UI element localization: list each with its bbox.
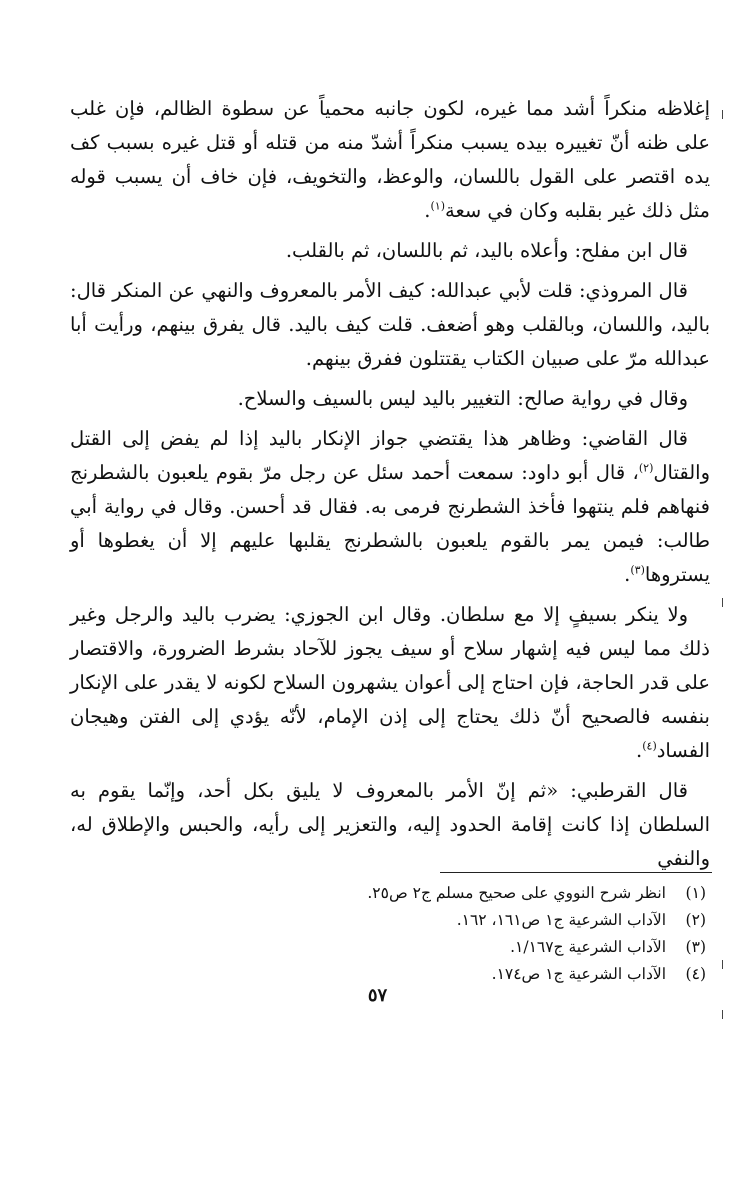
footnote-3: (٣)الآداب الشرعية ج١/١٦٧. [510,938,706,956]
paragraph-4: وقال في رواية صالح: التغيير باليد ليس بالسيف والسلاح. [237,387,688,410]
main-text [70,92,710,882]
footnote-ref-3[interactable]: (٣) [630,563,645,577]
footnote-ref-1[interactable]: (١) [430,199,445,213]
footnote-4: (٤)الآداب الشرعية ج١ ص١٧٤. [491,965,706,983]
footnote-divider [440,872,712,873]
paragraph-3: قال المروذي: قلت لأبي عبدالله: كيف الأمر بالمعروف والنهي عن المنكر قال: باليد، واللسان، وبالقلب وهو أضعف. قلت كيف باليد. قال يفرق بينهم، ورأيت أبا عبدالله مرّ على صبيان الكتاب يقتتلون ففرق بينهم. [70,279,710,370]
paragraph-2: قال ابن مفلح: وأعلاه باليد، ثم باللسان، ثم بالقلب. [285,239,688,262]
margin-mark [722,1010,723,1019]
margin-mark [722,110,723,119]
page-number: ٥٧ [367,985,388,1006]
paragraph-7: قال القرطبي: «ثم إنّ الأمر بالمعروف لا يليق بكل أحد، وإنّما يقوم به السلطان إذا كانت إقامة الحدود إليه، والتعزير إلى رأيه، والحبس والإطلاق له، والنفي [70,779,710,870]
footnote-2: (٢)الآداب الشرعية ج١ ص١٦١، ١٦٢. [456,911,706,929]
margin-mark [722,598,723,607]
footnote-ref-4[interactable]: (٤) [642,739,657,753]
footnotes [70,880,706,988]
paragraph-6: ولا ينكر بسيفٍ إلا مع سلطان. وقال ابن الجوزي: يضرب باليد والرجل وغير ذلك مما ليس فيه إشهار سلاح أو سيف يجوز للآحاد بشرط الضرورة، والاقتصار على قدر الحاجة، فإن احتاج إلى أعوان يشهرون السلاح لكونه لا يقدر على الإنكار بنفسه فالصحيح أنّ ذلك يحتاج إلى إذن الإمام، لأنّه يؤدي إلى الفتن وهيجان الفساد$^{(٤)}$. [70,603,710,762]
footnote-1: (١)انظر شرح النووي على صحيح مسلم ج٢ ص٢٥. [367,884,706,902]
margin-mark [722,960,723,969]
paragraph-5: قال القاضي: وظاهر هذا يقتضي جواز الإنكار باليد إذا لم يفض إلى القتل والقتال$^{(٢)}$، قال أبو داود: سمعت أحمد سئل عن رجل مرّ بقوم يلعبون بالشطرنج فنهاهم فلم ينتهوا فأخذ الشطرنج فرمى به. فقال قد أحسن. وقال في رواية أبي طالب: فيمن يمر بالقوم يلعبون بالشطرنج يقلبها عليهم إلا أن يغطوها أو يستروها$^{(٣)}$. [70,427,710,586]
paragraph-1: إغلاظه منكراً أشد مما غيره، لكون جانبه محمياً عن سطوة الظالم، فإن غلب على ظنه أنّ تغييره بيده يسبب منكراً أشدّ منه من قتله أو قتل غيره بسبب كف يده اقتصر على القول باللسان، والوعظ، والتخويف، فإن خاف أن يسبب قوله مثل ذلك غير بقلبه وكان في سعة$^{(١)}$. [70,97,710,222]
footnote-ref-2[interactable]: (٢) [638,461,654,475]
